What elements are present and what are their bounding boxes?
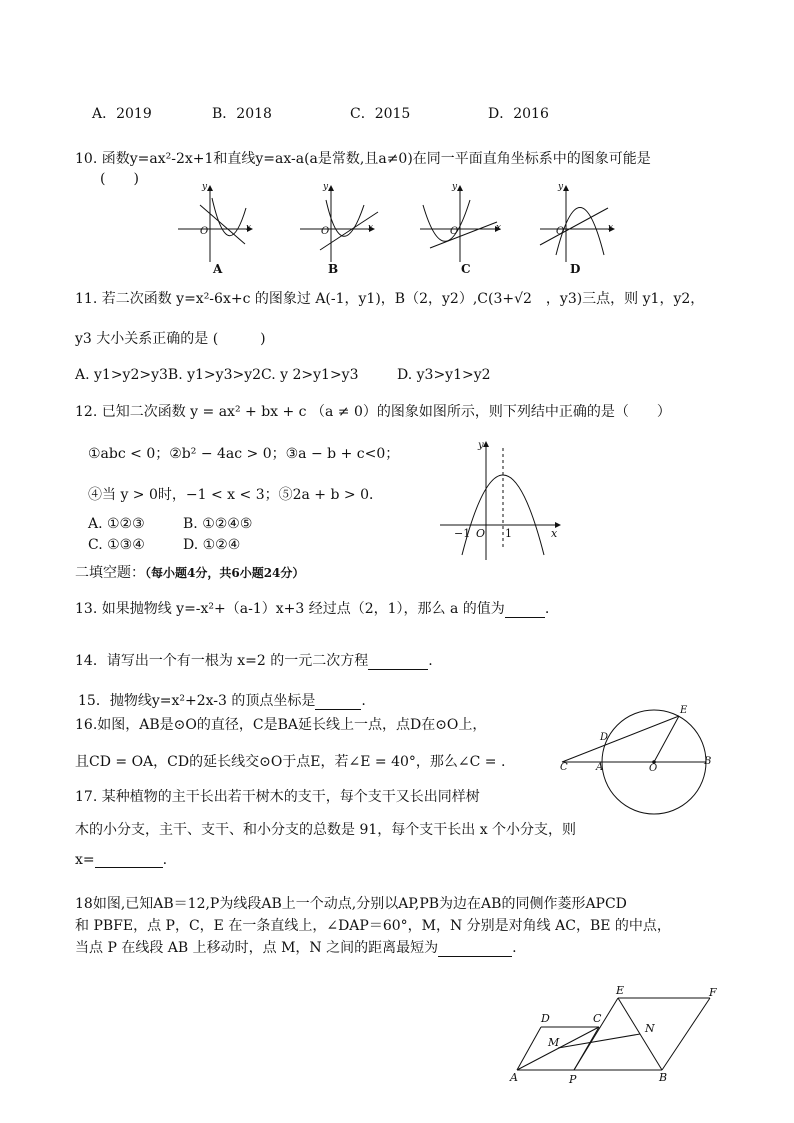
q12-option-d: D. ①②④: [183, 537, 241, 553]
q10-graph-label-d: D: [570, 262, 581, 276]
q10-question: 10. 函数y=ax²-2x+1和直线y=ax-a(a是常数,且a≠0)在同一平面直角坐标系中的图象可能是: [75, 151, 651, 167]
q10-c-origin: O: [450, 226, 459, 237]
q15-end: .: [361, 693, 366, 709]
q10-c-x-label: x: [496, 223, 502, 233]
q10-graph-label-c: C: [461, 262, 471, 276]
q10-b-x-label: x: [368, 223, 374, 233]
q17-question: 17. 某种植物的主干长出若干树木的支干，每个支干又长出同样树: [75, 789, 480, 805]
q18-label-p: P: [569, 1073, 577, 1086]
q16-label-o: O: [649, 763, 658, 774]
q14-text: 14．请写出一个有一根为 x=2 的一元二次方程: [75, 653, 369, 669]
q13-text: 13. 如果抛物线 y=-x²+（a-1）x+3 经过点（2，1），那么 a 的值为: [75, 601, 505, 617]
q17-x-label: x=: [75, 852, 95, 868]
q10-d-x-label: x: [608, 223, 614, 233]
q10-d-origin: O: [556, 226, 565, 237]
q17-end: .: [162, 852, 168, 868]
q10-a-x-label: x: [246, 223, 252, 233]
q18-label-a: A: [510, 1071, 518, 1084]
q10-b-origin: O: [321, 226, 330, 237]
q13-end: .: [544, 601, 550, 617]
q12-statements-2: ④当 y > 0时，−1 < x < 3；⑤2a + b > 0．: [88, 487, 383, 503]
q12-graph-y-label: y: [478, 440, 484, 451]
q11-options-abc: A. y1>y2>y3B. y1>y3>y2C. y 2>y1>y3: [75, 367, 359, 383]
q12-option-c: C. ①③④: [88, 537, 145, 553]
q18-label-n: N: [645, 1022, 655, 1035]
q10-answer-paren: ( ): [100, 171, 139, 187]
q16-label-b: B: [704, 756, 712, 767]
q18-question-cont: 和 PBFE，点 P，C，E 在一条直线上，∠DAP＝60°，M，N 分别是对角线 AC，BE 的中点，: [75, 918, 671, 934]
q18-label-d: D: [541, 1012, 550, 1025]
q16-label-c: C: [560, 762, 568, 773]
q10-b-y-label: y: [323, 182, 329, 192]
q18-label-e: E: [616, 984, 625, 997]
q18-end: .: [512, 940, 517, 956]
q16-label-a: A: [596, 762, 604, 773]
section2-note: （每小题4分，共6小题24分）: [145, 566, 305, 580]
q16-question-cont: 且CD = OA，CD的延长线交⊙O于点E，若∠E = 40°，那么∠C = .: [75, 754, 506, 770]
q16-question: 16.如图，AB是⊙O的直径，C是BA延长线上一点，点D在⊙O上，: [75, 717, 487, 733]
q17-question-cont: 木的小分支，主干、支干、和小分支的总数是 91，每个支干长出 x 个小分支，则: [75, 822, 577, 838]
q9-option-d: D．2016: [488, 106, 549, 122]
q18-label-m: M: [548, 1036, 560, 1049]
q10-graph-label-b: B: [328, 262, 339, 276]
q12-graph-neg1: −1: [454, 527, 471, 540]
q10-c-y-label: y: [452, 182, 458, 192]
q12-graph-1: 1: [505, 527, 512, 540]
q18-label-b: B: [659, 1071, 668, 1084]
q14-end: .: [428, 653, 433, 669]
q11-option-d: D. y3>y1>y2: [397, 367, 491, 383]
q12-graph-x-label: x: [551, 527, 558, 540]
q12-question: 12. 已知二次函数 y = ax² + bx + c （a ≠ 0）的图象如图所示，则下列结中正确的是（ ）: [75, 404, 671, 420]
q10-graph-label-a: A: [213, 262, 223, 276]
q9-option-c: C．2015: [350, 106, 411, 122]
q11-question: 11. 若二次函数 y=x²-6x+c 的图象过 A(-1，y1)，B（2，y2）,C(3+√2 ，y3)三点，则 y1，y2，: [75, 291, 705, 307]
q16-label-d: D: [600, 732, 609, 743]
q18-question: 18如图,已知AB＝12,P为线段AB上一个动点,分别以AP,PB为边在AB的同侧作菱形APCD: [75, 896, 627, 912]
q16-label-e: E: [680, 705, 688, 716]
q9-option-b: B．2018: [212, 106, 272, 122]
section2-title: 二填空题：: [75, 565, 145, 581]
q18-label-f: F: [709, 986, 717, 999]
q15-text: 15．抛物线y=x²+2x-3 的顶点坐标是: [78, 693, 316, 709]
q10-d-y-label: y: [558, 182, 564, 192]
q18-label-c: C: [593, 1012, 602, 1025]
q12-statements-1: ①abc < 0；②b² − 4ac > 0；③a − b + c<0；: [88, 446, 400, 462]
q12-option-a: A. ①②③: [88, 516, 145, 532]
q9-option-a: A．2019: [92, 106, 152, 122]
q10-a-origin: O: [200, 226, 209, 237]
q12-option-b: B. ①②④⑤: [183, 516, 253, 532]
q18-text: 当点 P 在线段 AB 上移动时，点 M，N 之间的距离最短为: [75, 940, 439, 956]
q12-graph-origin: O: [476, 527, 486, 540]
q10-a-y-label: y: [202, 182, 208, 192]
q11-question-cont: y3 大小关系正确的是 ( ): [75, 331, 266, 347]
